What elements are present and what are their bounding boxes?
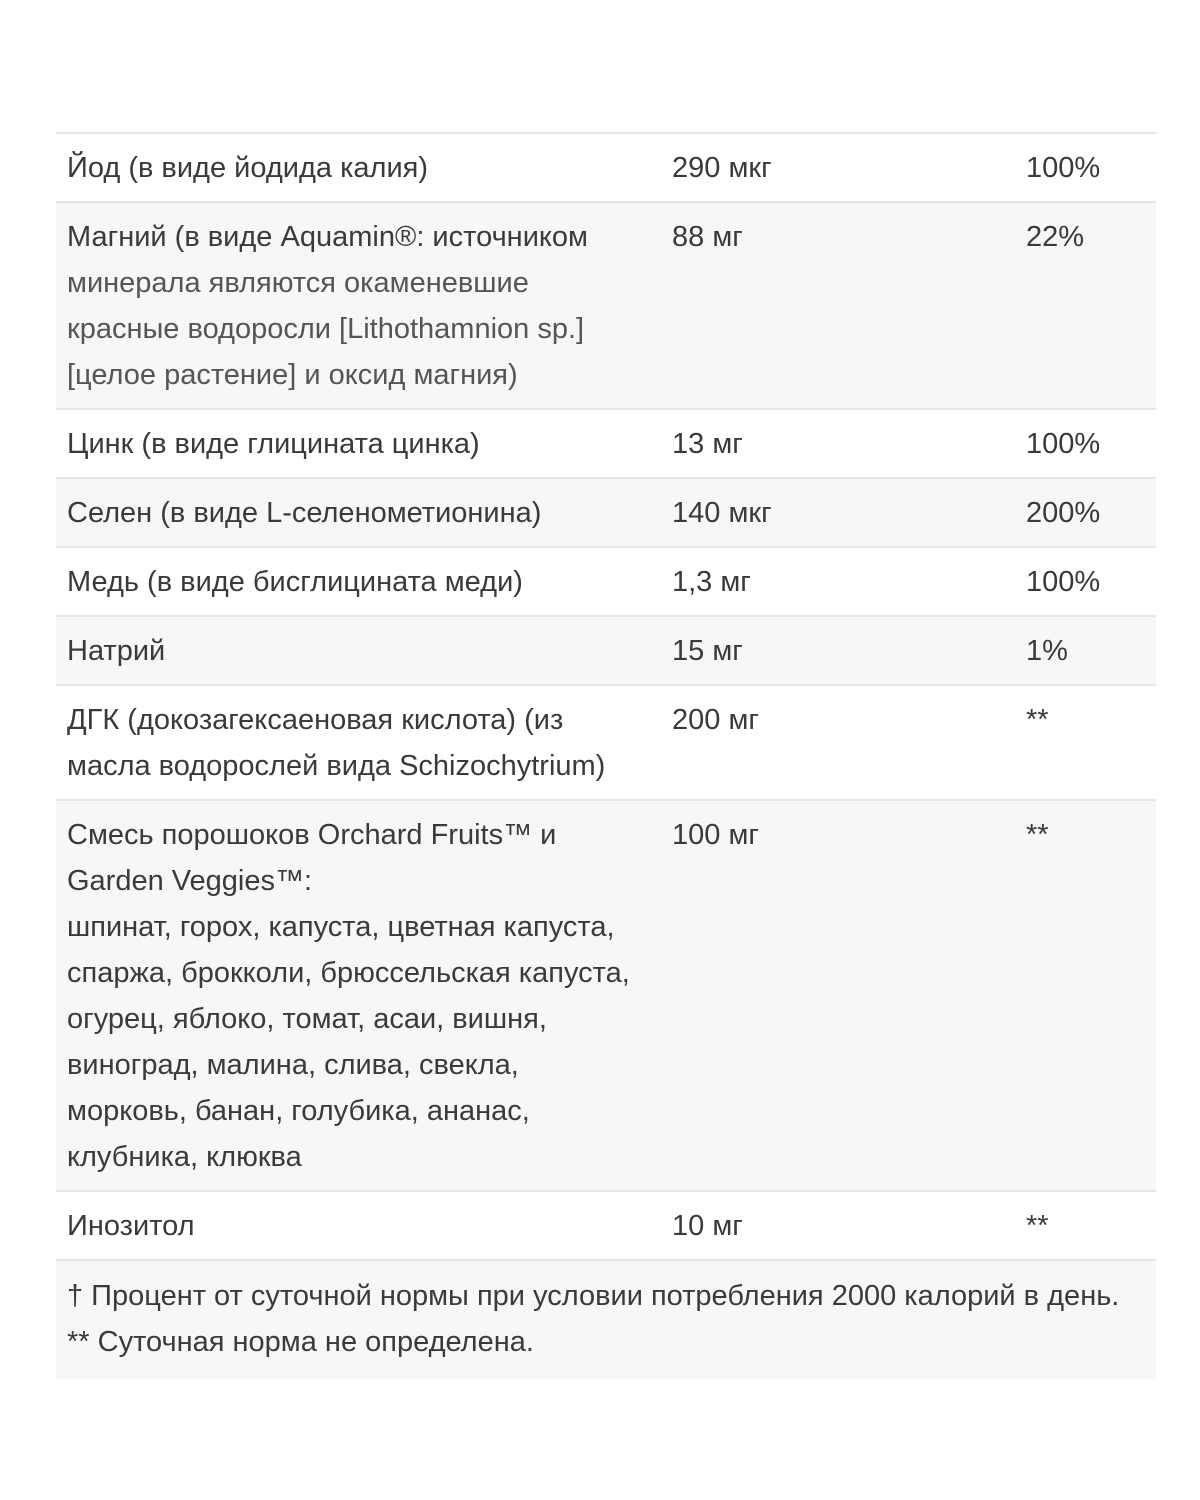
ingredient-amount: 15 мг: [672, 635, 743, 667]
table-row: [56, 548, 1156, 617]
ingredient-name-line: минерала являются окаменевшие: [67, 267, 529, 299]
daily-value-percent: **: [1026, 704, 1049, 736]
table-row: [56, 410, 1156, 479]
ingredient-amount: 88 мг: [672, 221, 743, 253]
daily-value-percent: **: [1026, 819, 1049, 851]
daily-value-percent: 200%: [1026, 497, 1101, 529]
ingredient-name: [56, 801, 672, 1190]
ingredient-name-line: Смесь порошоков Orchard Fruits™ и: [67, 819, 557, 851]
daily-value-percent: 22%: [1026, 221, 1085, 253]
ingredient-amount: 100 мг: [672, 819, 759, 851]
ingredient-name: [56, 548, 672, 615]
ingredient-name-line: Инозитол: [67, 1210, 195, 1242]
ingredient-name-line: виноград, малина, слива, свекла,: [67, 1049, 519, 1081]
ingredient-name-line: спаржа, брокколи, брюссельская капуста,: [67, 957, 630, 989]
table-row: [56, 686, 1156, 801]
table-row: [56, 203, 1156, 410]
ingredient-name-line: клубника, клюква: [67, 1141, 302, 1173]
table-row: [56, 1192, 1156, 1261]
table-row: [56, 479, 1156, 548]
ingredient-name-line: ДГК (докозагексаеновая кислота) (из: [67, 704, 564, 736]
supplement-facts-table: [56, 132, 1156, 1379]
table-footnotes: [56, 1261, 1156, 1379]
ingredient-amount: 1,3 мг: [672, 566, 751, 598]
ingredient-amount: 290 мкг: [672, 152, 772, 184]
ingredient-name-line: морковь, банан, голубика, ананас,: [67, 1095, 530, 1127]
daily-value-percent: 100%: [1026, 428, 1101, 460]
ingredient-name: [56, 617, 672, 684]
ingredient-name: [56, 1192, 672, 1259]
daily-value-percent: 100%: [1026, 566, 1101, 598]
footnote-not-established: ** Суточная норма не определена.: [67, 1326, 534, 1358]
daily-value-percent: **: [1026, 1210, 1049, 1242]
ingredient-name-line: огурец, яблоко, томат, асаи, вишня,: [67, 1003, 547, 1035]
ingredient-name: [56, 479, 672, 546]
ingredient-name-line: Магний (в виде Aquamin®: источником: [67, 221, 588, 253]
ingredient-name-line: шпинат, горох, капуста, цветная капуста,: [67, 911, 615, 943]
ingredient-name-line: красные водоросли [Lithothamnion sp.]: [67, 313, 585, 345]
ingredient-name-line: Натрий: [67, 635, 166, 667]
daily-value-percent: 100%: [1026, 152, 1101, 184]
ingredient-amount: 13 мг: [672, 428, 743, 460]
ingredient-name-line: Селен (в виде L-селенометионина): [67, 497, 542, 529]
table-row: [56, 801, 1156, 1192]
ingredient-name: [56, 134, 672, 201]
daily-value-percent: 1%: [1026, 635, 1068, 667]
ingredient-name-line: Йод (в виде йодида калия): [67, 152, 428, 184]
ingredient-amount: 140 мкг: [672, 497, 772, 529]
ingredient-name-line: масла водорослей вида Schizochytrium): [67, 750, 606, 782]
ingredient-name-line: Garden Veggies™:: [67, 865, 313, 897]
table-row: [56, 134, 1156, 203]
table-body: [56, 134, 1156, 1261]
ingredient-name-line: Медь (в виде бисглицината меди): [67, 566, 523, 598]
ingredient-name-line: [целое растение] и оксид магния): [67, 359, 518, 391]
footnote-daily-value: † Процент от суточной нормы при условии потребления 2000 калорий в день.: [67, 1280, 1120, 1312]
ingredient-name: [56, 686, 672, 799]
ingredient-amount: 10 мг: [672, 1210, 743, 1242]
ingredient-amount: 200 мг: [672, 704, 759, 736]
ingredient-name: [56, 410, 672, 477]
ingredient-name: [56, 203, 672, 408]
ingredient-name-line: Цинк (в виде глицината цинка): [67, 428, 480, 460]
table-row: [56, 617, 1156, 686]
